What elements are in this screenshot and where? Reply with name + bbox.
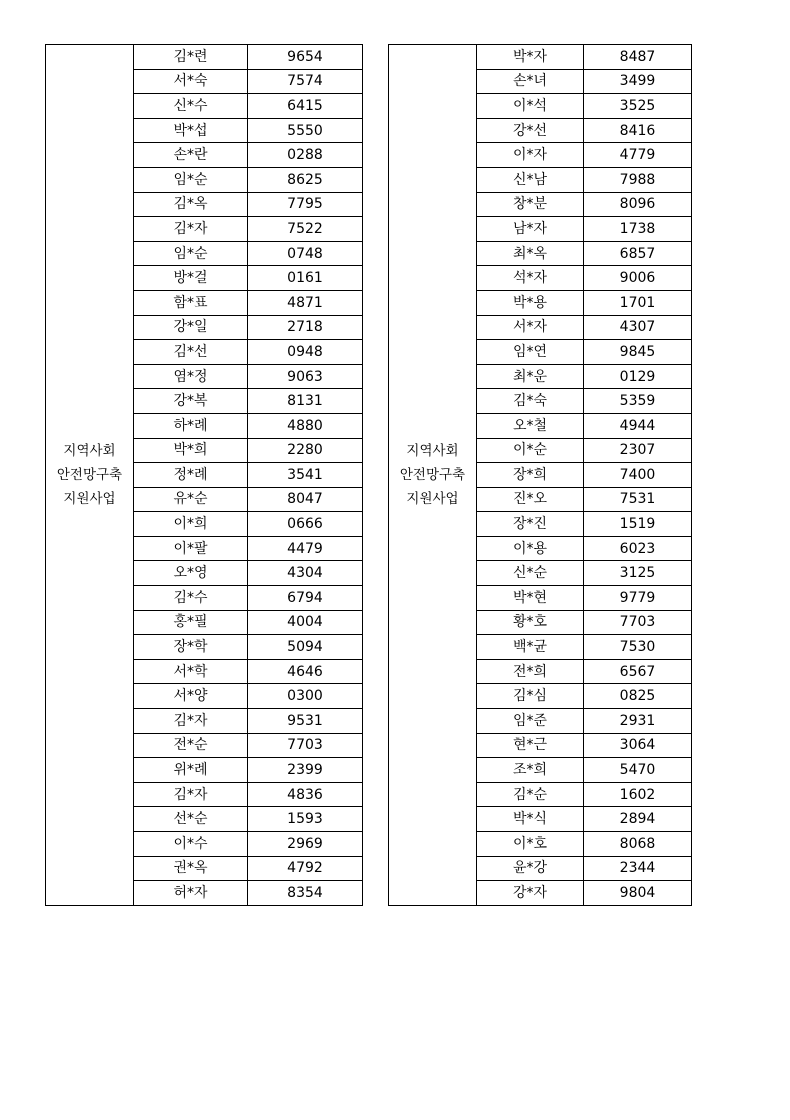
number-cell: 0825 <box>584 684 692 709</box>
name-cell: 이*수 <box>134 832 248 857</box>
name-cell: 신*순 <box>477 561 584 586</box>
program-name-cell <box>46 45 134 906</box>
number-cell: 4792 <box>248 856 363 881</box>
number-cell: 9531 <box>248 709 363 734</box>
name-cell: 이*석 <box>477 94 584 119</box>
number-cell: 7988 <box>584 167 692 192</box>
name-cell: 장*희 <box>477 463 584 488</box>
number-cell: 9063 <box>248 364 363 389</box>
number-cell: 7703 <box>248 733 363 758</box>
name-cell: 서*자 <box>477 315 584 340</box>
name-cell: 백*균 <box>477 635 584 660</box>
number-cell: 2280 <box>248 438 363 463</box>
name-cell: 윤*강 <box>477 856 584 881</box>
name-cell: 박*식 <box>477 807 584 832</box>
number-cell: 4836 <box>248 782 363 807</box>
name-cell: 전*희 <box>477 659 584 684</box>
number-cell: 8047 <box>248 487 363 512</box>
table-row <box>46 45 363 70</box>
name-cell: 이*호 <box>477 832 584 857</box>
name-cell: 남*자 <box>477 217 584 242</box>
roster-table-right <box>388 44 692 906</box>
number-cell: 4944 <box>584 413 692 438</box>
name-cell: 강*복 <box>134 389 248 414</box>
number-cell: 0288 <box>248 143 363 168</box>
number-cell: 2399 <box>248 758 363 783</box>
number-cell: 4779 <box>584 143 692 168</box>
name-cell: 이*순 <box>477 438 584 463</box>
number-cell: 2307 <box>584 438 692 463</box>
name-cell: 장*학 <box>134 635 248 660</box>
number-cell: 8487 <box>584 45 692 70</box>
number-cell: 6415 <box>248 94 363 119</box>
name-cell: 임*순 <box>134 167 248 192</box>
name-cell: 박*현 <box>477 586 584 611</box>
name-cell: 김*자 <box>134 709 248 734</box>
number-cell: 7522 <box>248 217 363 242</box>
name-cell: 강*일 <box>134 315 248 340</box>
number-cell: 1593 <box>248 807 363 832</box>
program-name-line: 지역사회 <box>406 442 459 459</box>
name-cell: 석*자 <box>477 266 584 291</box>
number-cell: 0161 <box>248 266 363 291</box>
program-name-line: 안전망구축 <box>399 466 466 483</box>
name-cell: 김*자 <box>134 782 248 807</box>
name-cell: 이*용 <box>477 536 584 561</box>
name-cell: 손*란 <box>134 143 248 168</box>
roster-table-left <box>45 44 363 906</box>
number-cell: 7531 <box>584 487 692 512</box>
number-cell: 9779 <box>584 586 692 611</box>
name-cell: 신*수 <box>134 94 248 119</box>
number-cell: 3125 <box>584 561 692 586</box>
name-cell: 조*희 <box>477 758 584 783</box>
name-cell: 임*순 <box>134 241 248 266</box>
name-cell: 방*걸 <box>134 266 248 291</box>
name-cell: 황*호 <box>477 610 584 635</box>
name-cell: 임*준 <box>477 709 584 734</box>
number-cell: 2931 <box>584 709 692 734</box>
name-cell: 이*팔 <box>134 536 248 561</box>
number-cell: 6857 <box>584 241 692 266</box>
name-cell: 강*자 <box>477 881 584 906</box>
name-cell: 서*양 <box>134 684 248 709</box>
number-cell: 4871 <box>248 290 363 315</box>
number-cell: 6567 <box>584 659 692 684</box>
name-cell: 서*학 <box>134 659 248 684</box>
program-name-cell <box>389 45 477 906</box>
number-cell: 2718 <box>248 315 363 340</box>
number-cell: 0300 <box>248 684 363 709</box>
program-name-line: 지원사업 <box>63 490 116 507</box>
number-cell: 2969 <box>248 832 363 857</box>
number-cell: 5094 <box>248 635 363 660</box>
name-cell: 김*순 <box>477 782 584 807</box>
name-cell: 홍*필 <box>134 610 248 635</box>
table-row <box>389 45 692 70</box>
name-cell: 오*영 <box>134 561 248 586</box>
program-name-line: 지역사회 <box>63 442 116 459</box>
number-cell: 4646 <box>248 659 363 684</box>
number-cell: 8416 <box>584 118 692 143</box>
name-cell: 진*오 <box>477 487 584 512</box>
name-cell: 김*심 <box>477 684 584 709</box>
name-cell: 김*수 <box>134 586 248 611</box>
name-cell: 박*섭 <box>134 118 248 143</box>
name-cell: 김*숙 <box>477 389 584 414</box>
number-cell: 1738 <box>584 217 692 242</box>
number-cell: 4307 <box>584 315 692 340</box>
name-cell: 이*희 <box>134 512 248 537</box>
name-cell: 임*연 <box>477 340 584 365</box>
name-cell: 함*표 <box>134 290 248 315</box>
number-cell: 3525 <box>584 94 692 119</box>
number-cell: 8131 <box>248 389 363 414</box>
program-name-line: 안전망구축 <box>56 466 123 483</box>
number-cell: 1519 <box>584 512 692 537</box>
name-cell: 김*옥 <box>134 192 248 217</box>
number-cell: 1701 <box>584 290 692 315</box>
roster-table-body <box>389 45 692 906</box>
number-cell: 3541 <box>248 463 363 488</box>
number-cell: 5470 <box>584 758 692 783</box>
number-cell: 9845 <box>584 340 692 365</box>
number-cell: 0129 <box>584 364 692 389</box>
number-cell: 9006 <box>584 266 692 291</box>
name-cell: 허*자 <box>134 881 248 906</box>
number-cell: 5359 <box>584 389 692 414</box>
number-cell: 7574 <box>248 69 363 94</box>
number-cell: 2894 <box>584 807 692 832</box>
name-cell: 염*정 <box>134 364 248 389</box>
name-cell: 강*선 <box>477 118 584 143</box>
number-cell: 3499 <box>584 69 692 94</box>
name-cell: 김*자 <box>134 217 248 242</box>
number-cell: 4880 <box>248 413 363 438</box>
name-cell: 박*용 <box>477 290 584 315</box>
name-cell: 위*례 <box>134 758 248 783</box>
name-cell: 창*분 <box>477 192 584 217</box>
number-cell: 7530 <box>584 635 692 660</box>
name-cell: 최*운 <box>477 364 584 389</box>
name-cell: 서*숙 <box>134 69 248 94</box>
name-cell: 전*순 <box>134 733 248 758</box>
name-cell: 유*순 <box>134 487 248 512</box>
number-cell: 0948 <box>248 340 363 365</box>
number-cell: 4004 <box>248 610 363 635</box>
number-cell: 4304 <box>248 561 363 586</box>
number-cell: 4479 <box>248 536 363 561</box>
name-cell: 권*옥 <box>134 856 248 881</box>
program-name-line: 지원사업 <box>406 490 459 507</box>
number-cell: 6023 <box>584 536 692 561</box>
number-cell: 0748 <box>248 241 363 266</box>
number-cell: 0666 <box>248 512 363 537</box>
number-cell: 3064 <box>584 733 692 758</box>
name-cell: 손*녀 <box>477 69 584 94</box>
name-cell: 최*옥 <box>477 241 584 266</box>
number-cell: 8068 <box>584 832 692 857</box>
number-cell: 8625 <box>248 167 363 192</box>
name-cell: 현*근 <box>477 733 584 758</box>
number-cell: 7400 <box>584 463 692 488</box>
name-cell: 김*련 <box>134 45 248 70</box>
name-cell: 박*희 <box>134 438 248 463</box>
name-cell: 김*선 <box>134 340 248 365</box>
name-cell: 오*철 <box>477 413 584 438</box>
number-cell: 1602 <box>584 782 692 807</box>
number-cell: 2344 <box>584 856 692 881</box>
number-cell: 8354 <box>248 881 363 906</box>
name-cell: 신*남 <box>477 167 584 192</box>
name-cell: 장*진 <box>477 512 584 537</box>
number-cell: 7703 <box>584 610 692 635</box>
number-cell: 7795 <box>248 192 363 217</box>
number-cell: 8096 <box>584 192 692 217</box>
number-cell: 9654 <box>248 45 363 70</box>
name-cell: 이*자 <box>477 143 584 168</box>
name-cell: 선*순 <box>134 807 248 832</box>
name-cell: 하*례 <box>134 413 248 438</box>
number-cell: 6794 <box>248 586 363 611</box>
roster-table-body <box>46 45 363 906</box>
number-cell: 5550 <box>248 118 363 143</box>
name-cell: 박*자 <box>477 45 584 70</box>
number-cell: 9804 <box>584 881 692 906</box>
name-cell: 정*례 <box>134 463 248 488</box>
